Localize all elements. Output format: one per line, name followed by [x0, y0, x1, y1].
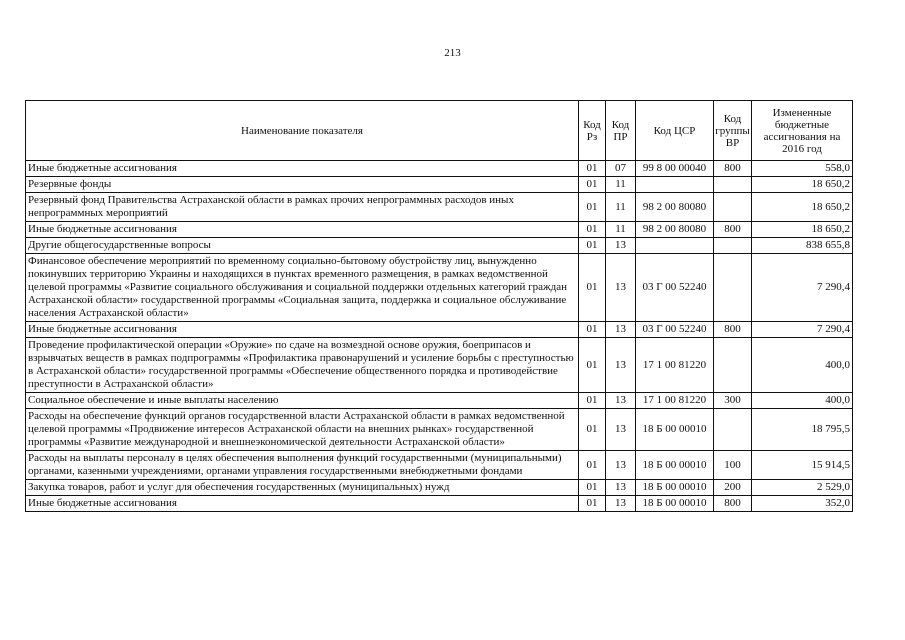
- cell-name: Финансовое обеспечение мероприятий по временному социально-бытовому обустройству лиц, вынужденно покинувших территорию Украины и находящихся в пунктах временного размещения, в рамках ведомственной целевой программы «Развитие социального обслуживания и социальной поддержки отдельных категорий граждан Астраханской области» государственной программы «Социальная защита, поддержка и социальное обслуживание населения Астраханской области»: [26, 254, 579, 322]
- cell-vr: [714, 409, 752, 451]
- cell-pr: 13: [606, 322, 636, 338]
- cell-name: Расходы на обеспечение функций органов государственной власти Астраханской области в рамках ведомственной целевой программы «Продвижение интересов Астраханской области на внешних рынках» государственной программы «Развитие международной и внешнеэкономической деятельности Астраханской области»: [26, 409, 579, 451]
- header-vr: Код группы ВР: [714, 101, 752, 161]
- cell-rz: 01: [579, 254, 606, 322]
- table-row: [26, 193, 853, 222]
- table-body: [26, 161, 853, 512]
- table-row: [26, 451, 853, 480]
- table-header-row: [26, 101, 853, 161]
- cell-csr: 17 1 00 81220: [636, 393, 714, 409]
- cell-rz: 01: [579, 393, 606, 409]
- cell-vr: [714, 254, 752, 322]
- cell-vr: 800: [714, 322, 752, 338]
- table-row: [26, 480, 853, 496]
- cell-rz: 01: [579, 496, 606, 512]
- cell-pr: 13: [606, 480, 636, 496]
- cell-amount: 7 290,4: [752, 322, 853, 338]
- cell-pr: 13: [606, 254, 636, 322]
- header-csr: Код ЦСР: [636, 101, 714, 161]
- cell-csr: 18 Б 00 00010: [636, 409, 714, 451]
- cell-vr: 300: [714, 393, 752, 409]
- cell-amount: 352,0: [752, 496, 853, 512]
- cell-csr: 98 2 00 80080: [636, 193, 714, 222]
- table-row: [26, 409, 853, 451]
- cell-rz: 01: [579, 480, 606, 496]
- cell-name: Резервные фонды: [26, 177, 579, 193]
- cell-amount: 400,0: [752, 393, 853, 409]
- cell-amount: 18 650,2: [752, 177, 853, 193]
- table-row: [26, 238, 853, 254]
- cell-amount: 400,0: [752, 338, 853, 393]
- cell-pr: 13: [606, 409, 636, 451]
- cell-rz: 01: [579, 451, 606, 480]
- cell-csr: 03 Г 00 52240: [636, 254, 714, 322]
- cell-name: Иные бюджетные ассигнования: [26, 222, 579, 238]
- cell-pr: 13: [606, 238, 636, 254]
- cell-csr: 03 Г 00 52240: [636, 322, 714, 338]
- table-row: [26, 338, 853, 393]
- cell-pr: 11: [606, 177, 636, 193]
- cell-pr: 13: [606, 338, 636, 393]
- cell-vr: 100: [714, 451, 752, 480]
- cell-vr: [714, 177, 752, 193]
- cell-rz: 01: [579, 322, 606, 338]
- cell-rz: 01: [579, 409, 606, 451]
- cell-name: Другие общегосударственные вопросы: [26, 238, 579, 254]
- cell-pr: 11: [606, 193, 636, 222]
- cell-amount: 18 650,2: [752, 222, 853, 238]
- cell-pr: 13: [606, 496, 636, 512]
- cell-amount: 15 914,5: [752, 451, 853, 480]
- table-row: [26, 322, 853, 338]
- cell-name: Социальное обеспечение и иные выплаты населению: [26, 393, 579, 409]
- cell-name: Закупка товаров, работ и услуг для обеспечения государственных (муниципальных) нужд: [26, 480, 579, 496]
- cell-rz: 01: [579, 161, 606, 177]
- cell-pr: 11: [606, 222, 636, 238]
- budget-table: [25, 100, 853, 512]
- header-amount: Измененные бюджетные ассигнования на 2016 год: [752, 101, 853, 161]
- table-row: [26, 393, 853, 409]
- cell-amount: 18 650,2: [752, 193, 853, 222]
- cell-pr: 13: [606, 451, 636, 480]
- table-row: [26, 254, 853, 322]
- cell-csr: 98 2 00 80080: [636, 222, 714, 238]
- cell-rz: 01: [579, 338, 606, 393]
- cell-vr: [714, 238, 752, 254]
- cell-rz: 01: [579, 238, 606, 254]
- cell-amount: 2 529,0: [752, 480, 853, 496]
- cell-csr: 99 8 00 00040: [636, 161, 714, 177]
- cell-name: Проведение профилактической операции «Оружие» по сдаче на возмездной основе оружия, боеприпасов и взрывчатых веществ в рамках подпрограммы «Профилактика правонарушений и усиление борьбы с преступностью в Астраханской области» государственной программы «Обеспечение общественного порядка и противодействие преступности в Астраханской области»: [26, 338, 579, 393]
- cell-name: Иные бюджетные ассигнования: [26, 322, 579, 338]
- cell-pr: 13: [606, 393, 636, 409]
- cell-rz: 01: [579, 177, 606, 193]
- header-rz: Код Рз: [579, 101, 606, 161]
- cell-csr: 18 Б 00 00010: [636, 480, 714, 496]
- cell-vr: [714, 193, 752, 222]
- cell-pr: 07: [606, 161, 636, 177]
- cell-amount: 7 290,4: [752, 254, 853, 322]
- cell-vr: 200: [714, 480, 752, 496]
- cell-csr: 17 1 00 81220: [636, 338, 714, 393]
- header-name: Наименование показателя: [26, 101, 579, 161]
- cell-vr: 800: [714, 496, 752, 512]
- cell-name: Иные бюджетные ассигнования: [26, 161, 579, 177]
- cell-name: Иные бюджетные ассигнования: [26, 496, 579, 512]
- header-pr: Код ПР: [606, 101, 636, 161]
- cell-name: Резервный фонд Правительства Астраханской области в рамках прочих непрограммных расходов иных непрограммных мероприятий: [26, 193, 579, 222]
- cell-amount: 558,0: [752, 161, 853, 177]
- page-number: 213: [444, 47, 461, 59]
- cell-csr: [636, 177, 714, 193]
- table-row: [26, 177, 853, 193]
- table-row: [26, 222, 853, 238]
- cell-amount: 18 795,5: [752, 409, 853, 451]
- cell-name: Расходы на выплаты персоналу в целях обеспечения выполнения функций государственными (муниципальными) органами, казенными учреждениями, органами управления государственными внебюджетными фондами: [26, 451, 579, 480]
- cell-csr: 18 Б 00 00010: [636, 496, 714, 512]
- cell-rz: 01: [579, 222, 606, 238]
- table-row: [26, 161, 853, 177]
- table-row: [26, 496, 853, 512]
- cell-vr: 800: [714, 222, 752, 238]
- cell-rz: 01: [579, 193, 606, 222]
- cell-amount: 838 655,8: [752, 238, 853, 254]
- cell-csr: [636, 238, 714, 254]
- cell-vr: 800: [714, 161, 752, 177]
- cell-vr: [714, 338, 752, 393]
- cell-csr: 18 Б 00 00010: [636, 451, 714, 480]
